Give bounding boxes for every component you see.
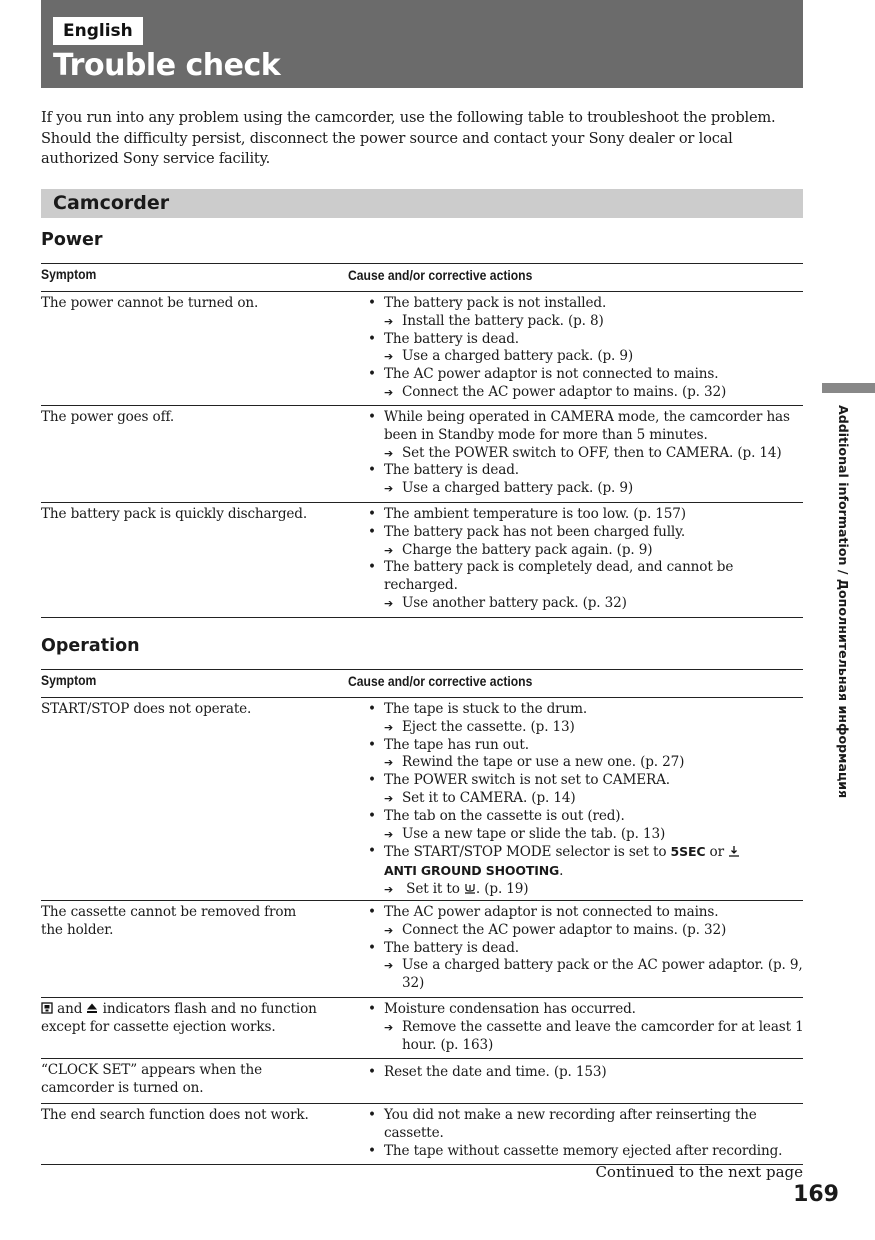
action-item: ➔ Set the POWER switch to OFF, then to CAMERA. (p. 14) xyxy=(368,445,808,463)
cause-cell xyxy=(368,506,808,613)
cause-cell xyxy=(368,701,808,899)
symptom-rest: indicators flash and no function except for cassette ejection works. xyxy=(41,1001,317,1035)
section-heading-bar xyxy=(41,189,803,218)
header-bar xyxy=(41,0,803,88)
cause-column-header: Cause and/or corrective actions xyxy=(348,268,533,283)
table-row xyxy=(41,1104,803,1165)
bullet-item: • The AC power adaptor is not connected to mains. xyxy=(368,904,808,922)
action-item: ➔ Connect the AC power adaptor to mains. (p. 32) xyxy=(368,922,808,940)
bullet-item: • The AC power adaptor is not connected to mains. xyxy=(368,366,808,384)
eject-icon xyxy=(86,1002,98,1014)
action-item: ➔ Use a charged battery pack. (p. 9) xyxy=(368,348,808,366)
action-item: ➔ Use another battery pack. (p. 32) xyxy=(368,595,808,613)
cause-list xyxy=(368,701,808,843)
action-item: ➔ Charge the battery pack again. (p. 9) xyxy=(368,542,808,560)
bullet-item: • The tape without cassette memory ejected after recording. xyxy=(368,1143,808,1161)
action-item: ➔ Use a charged battery pack or the AC power adaptor. (p. 9, 32) xyxy=(368,957,808,993)
cause-cell xyxy=(368,904,808,993)
mode-5sec: 5SEC xyxy=(670,844,706,860)
operation-heading: Operation xyxy=(41,636,140,656)
bullet-item: • The battery pack is not installed. xyxy=(368,295,808,313)
bullet-item: • While being operated in CAMERA mode, the camcorder has been in Standby mode for more than 5 minutes. xyxy=(368,409,808,445)
bullet-item: • You did not make a new recording after reinserting the cassette. xyxy=(368,1107,808,1143)
bullet-item xyxy=(368,843,808,881)
mode-or: or xyxy=(705,844,729,861)
cause-column-header: Cause and/or corrective actions xyxy=(348,674,533,689)
symptom-cell: “CLOCK SET” appears when the camcorder is turned on. xyxy=(41,1062,262,1096)
table-header xyxy=(41,264,803,292)
language-tag: English xyxy=(53,17,143,45)
bullet-item: • The tape has run out. xyxy=(368,737,808,755)
start-stop-mode-icon xyxy=(464,882,476,894)
mode-anti-ground-shooting: ANTI GROUND SHOOTING xyxy=(384,863,560,879)
table-row xyxy=(41,292,803,406)
symptom-and: and xyxy=(53,1001,87,1017)
bullet-item: • The battery pack is completely dead, and cannot be recharged. xyxy=(368,559,808,595)
action-item: ➔ Install the battery pack. (p. 8) xyxy=(368,313,808,331)
anti-ground-shooting-icon xyxy=(728,845,740,857)
symptom-cell xyxy=(41,1001,341,1037)
bullet-item: • The battery is dead. xyxy=(368,940,808,958)
cause-cell xyxy=(368,1064,808,1082)
symptom-cell: The power goes off. xyxy=(41,409,175,425)
table-row xyxy=(41,503,803,618)
set-it-to-suffix: . (p. 19) xyxy=(475,880,529,897)
action-item xyxy=(368,881,808,899)
table-row xyxy=(41,1059,803,1104)
side-tab-label: Additional information / Дополнительная информация xyxy=(836,405,851,799)
bullet-item: • Moisture condensation has occurred. xyxy=(368,1001,808,1019)
page-title: Trouble check xyxy=(53,48,281,83)
bullet-item: • The battery is dead. xyxy=(368,462,808,480)
action-item: ➔ Use a charged battery pack. (p. 9) xyxy=(368,480,808,498)
bullet-item: • The tab on the cassette is out (red). xyxy=(368,808,808,826)
cause-cell xyxy=(368,409,808,498)
set-it-to: Set it to xyxy=(406,880,460,897)
bullet-item: • The tape is stuck to the drum. xyxy=(368,701,808,719)
bullet-item: • The battery is dead. xyxy=(368,331,808,349)
intro-paragraph: If you run into any problem using the camcorder, use the following table to troubleshoot the problem. Should the difficulty persist, disconnect the power source and contact your Sony dealer or local authorized Sony service facility. xyxy=(41,109,776,167)
power-table xyxy=(41,263,803,618)
cause-cell xyxy=(368,295,808,402)
symptom-cell: START/STOP does not operate. xyxy=(41,701,252,717)
mode-line-end: . xyxy=(559,863,564,880)
action-item: ➔ Eject the cassette. (p. 13) xyxy=(368,719,808,737)
table-row xyxy=(41,406,803,503)
cassette-warning-icon xyxy=(41,1002,53,1014)
action-item: ➔ Rewind the tape or use a new one. (p. 27) xyxy=(368,754,808,772)
continued-note: Continued to the next page xyxy=(595,1163,803,1181)
bullet-item: • The ambient temperature is too low. (p. 157) xyxy=(368,506,808,524)
bullet-item: • The battery pack has not been charged fully. xyxy=(368,524,808,542)
cause-cell xyxy=(368,1107,808,1160)
symptom-cell: The battery pack is quickly discharged. xyxy=(41,506,308,522)
symptom-cell: The end search function does not work. xyxy=(41,1107,309,1123)
action-item: ➔ Set it to CAMERA. (p. 14) xyxy=(368,790,808,808)
symptom-cell: The cassette cannot be removed from the holder. xyxy=(41,904,297,938)
bullet-item: • Reset the date and time. (p. 153) xyxy=(368,1064,808,1082)
table-row xyxy=(41,698,803,901)
operation-table xyxy=(41,669,803,1165)
bullet-item: • The POWER switch is not set to CAMERA. xyxy=(368,772,808,790)
section-heading: Camcorder xyxy=(53,192,170,214)
symptom-column-header: Symptom xyxy=(41,673,97,688)
mode-line-prefix: The START/STOP MODE selector is set to xyxy=(384,844,671,861)
symptom-column-header: Symptom xyxy=(41,267,97,282)
cause-cell xyxy=(368,1001,808,1054)
symptom-cell: The power cannot be turned on. xyxy=(41,295,259,311)
action-item: ➔ Remove the cassette and leave the camcorder for at least 1 hour. (p. 163) xyxy=(368,1019,808,1055)
table-header xyxy=(41,670,803,698)
side-tab-marker xyxy=(822,383,875,393)
power-heading: Power xyxy=(41,230,103,250)
action-item: ➔ Use a new tape or slide the tab. (p. 13) xyxy=(368,826,808,844)
table-row xyxy=(41,998,803,1059)
action-item: ➔ Connect the AC power adaptor to mains. (p. 32) xyxy=(368,384,808,402)
page-number: 169 xyxy=(793,1182,839,1207)
table-row xyxy=(41,901,803,998)
